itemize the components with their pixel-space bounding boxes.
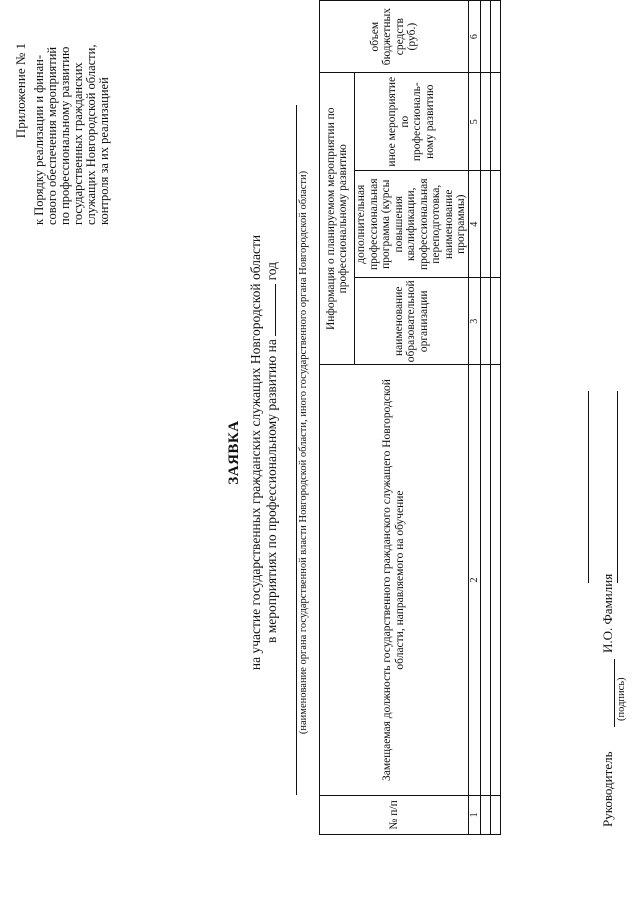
table-row bbox=[490, 1, 500, 835]
signature-line[interactable] bbox=[614, 659, 615, 727]
subtitle-line2-suffix: год bbox=[264, 261, 279, 281]
header-program: дополнительная профессиональная программа (курсы повышения квалификации, профессиональная переподготовка, наименование программы) bbox=[355, 171, 469, 278]
header-other-event: иное мероприятие по профессиональ-ному развитию bbox=[355, 73, 469, 171]
appendix-block bbox=[14, 15, 111, 225]
table-cell[interactable] bbox=[480, 365, 490, 796]
column-number: 1 bbox=[468, 795, 480, 834]
table-cell[interactable] bbox=[490, 1, 500, 73]
column-number: 4 bbox=[468, 171, 480, 278]
header-budget: объем бюджетных средств (руб.) bbox=[320, 1, 469, 73]
organization-caption: (наименование органа государственной власти Новгородской области, иного государственного органа Новгородской области) bbox=[298, 170, 309, 735]
document-title: ЗАЯВКА bbox=[226, 420, 242, 485]
table-cell[interactable] bbox=[490, 795, 500, 834]
organization-name-field[interactable] bbox=[296, 105, 297, 795]
head-label: Руководитель bbox=[600, 751, 615, 827]
head-name: И.О. Фамилия bbox=[600, 573, 615, 653]
header-position: Замещаемая должность государственного гражданского служащего Новгородской области, направляемого на обучение bbox=[320, 365, 469, 796]
column-number: 5 bbox=[468, 73, 480, 171]
divider-line bbox=[588, 391, 589, 583]
column-number: 6 bbox=[468, 1, 480, 73]
header-info-group: Информация о планируемом мероприятии по профессиональному развитию bbox=[320, 73, 355, 365]
table-cell[interactable] bbox=[490, 365, 500, 796]
table-cell[interactable] bbox=[480, 73, 490, 171]
table-cell[interactable] bbox=[480, 795, 490, 834]
table-header-row bbox=[320, 1, 355, 835]
appendix-text: к Порядку реализации и финан- сового обеспечения мероприятий по профессиональному развитию государственных гражданских служащих Новгородской области, контроля за их реализацией bbox=[32, 44, 111, 225]
table-cell[interactable] bbox=[480, 1, 490, 73]
table-cell[interactable] bbox=[480, 171, 490, 278]
table-cell[interactable] bbox=[480, 278, 490, 365]
table-cell[interactable] bbox=[490, 171, 500, 278]
divider-line bbox=[617, 391, 618, 583]
application-table bbox=[319, 0, 501, 835]
subtitle-line2-prefix: в мероприятиях по профессиональному развитию на bbox=[264, 339, 279, 644]
column-number: 2 bbox=[468, 365, 480, 796]
year-blank-field[interactable] bbox=[264, 284, 276, 336]
signature-caption: (подпись) bbox=[616, 677, 627, 721]
table-cell[interactable] bbox=[490, 73, 500, 171]
column-number: 3 bbox=[468, 278, 480, 365]
appendix-title: Приложение № 1 bbox=[13, 43, 28, 139]
document-subtitle-line2 bbox=[264, 0, 280, 905]
header-num: № п/п bbox=[320, 795, 469, 834]
table-row bbox=[480, 1, 490, 835]
header-org-name: наименование образовательной организации bbox=[355, 278, 469, 365]
column-number-row bbox=[468, 1, 480, 835]
document-subtitle-line1: на участие государственных гражданских служащих Новгородской области bbox=[248, 234, 263, 671]
table-cell[interactable] bbox=[490, 278, 500, 365]
